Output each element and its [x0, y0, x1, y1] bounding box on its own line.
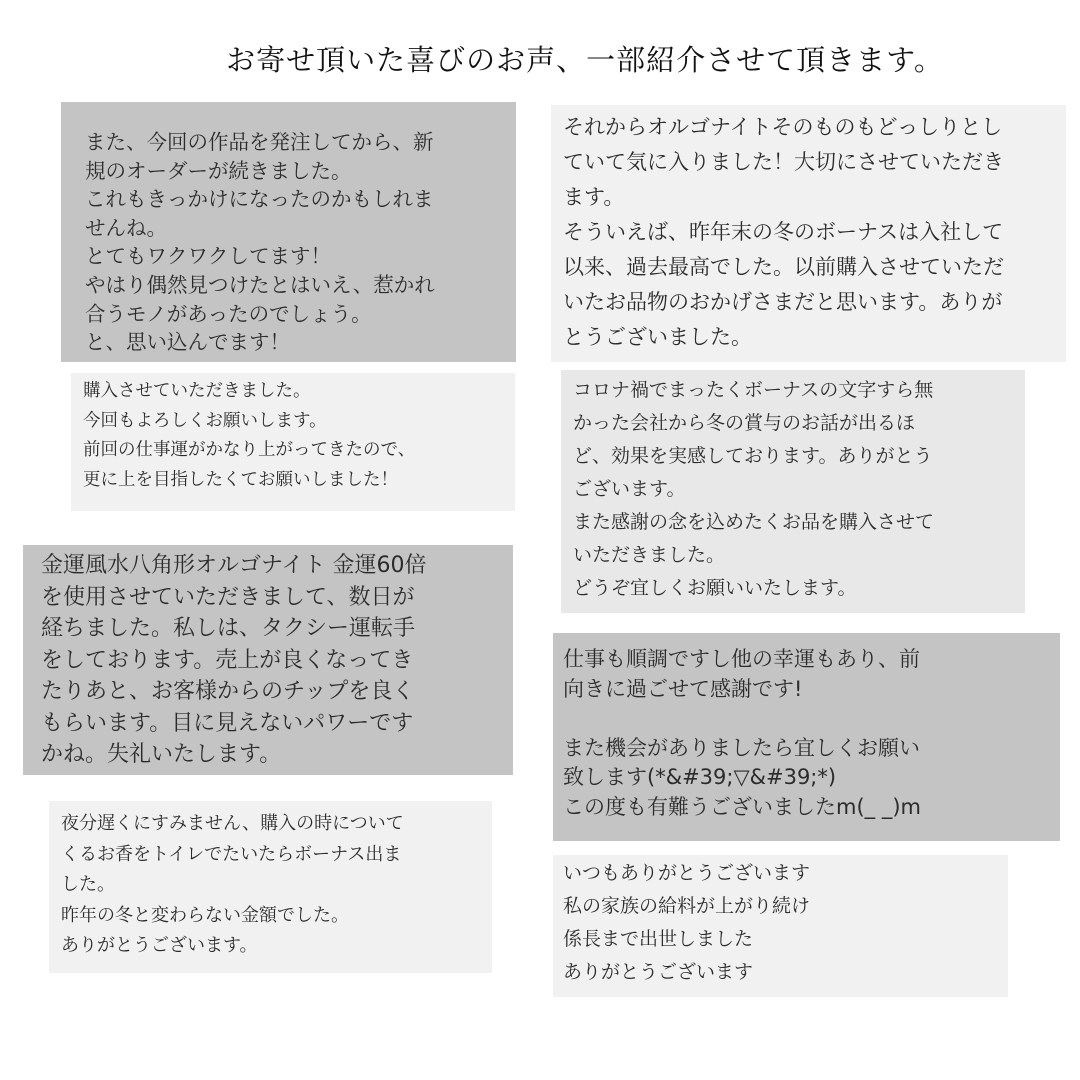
testimonial-text: コロナ禍でまったくボーナスの文字すら無 かった会社から冬の賞与のお話が出るほ ど、効果を実感しております。ありがとう ございます。 また感謝の念を込めたくお品を購入させて いただきました。 どうぞ宜しくお願いいたします。	[573, 379, 935, 599]
testimonial-card-work-luck	[71, 373, 515, 511]
testimonial-text: 仕事も順調ですし他の幸運もあり、前 向きに過ごせて感謝です! また機会がありましたら宜しくお願い 致します(*&#39;▽&#39;*) この度も有難うございましたm(_ _)m	[563, 647, 921, 819]
testimonial-text: また、今回の作品を発注してから、新 規のオーダーが続きました。 これもきっかけになったのかもしれま せんね。 とてもワクワクしてます！ やはり偶然見つけたとはいえ、惹かれ 合うモノがあったのでしょう。 と、思い込んでます！	[85, 130, 435, 355]
testimonial-text: 夜分遅くにすみません、購入の時について くるお香をトイレでたいたらボーナス出ま した。 昨年の冬と変わらない金額でした。 ありがとうございます。	[61, 813, 404, 956]
testimonial-card-new-orders	[61, 102, 516, 362]
testimonial-text: 購入させていただきました。 今回もよろしくお願いします。 前回の仕事運がかなり上がってきたので、 更に上を目指したくてお願いしました！	[83, 381, 416, 490]
testimonial-card-taxi-driver	[23, 545, 513, 775]
testimonial-text: 金運風水八角形オルゴナイト 金運60倍 を使用させていただきまして、数日が 経ちました。私しは、タクシー運転手 をしております。売上が良くなってき たりあと、お客様からのチップを良く もらいます。目に見えないパワーです かね。失礼いたします。	[41, 553, 427, 767]
testimonial-text: それからオルゴナイトそのものもどっしりとし ていて気に入りました！大切にさせていただき ます。 そういえば、昨年末の冬のボーナスは入社して 以来、過去最高でした。以前購入させていただ いたお品物のおかげさまだと思います。ありが とうございました。	[563, 115, 1004, 349]
testimonial-card-winter-bonus	[551, 105, 1066, 362]
testimonial-card-incense	[49, 801, 492, 973]
testimonial-card-good-fortune	[553, 633, 1060, 841]
page-title: お寄せ頂いた喜びのお声、一部紹介させて頂きます。	[226, 43, 944, 77]
testimonial-card-promotion	[553, 855, 1008, 997]
testimonial-card-covid-bonus	[561, 370, 1025, 613]
testimonial-text: いつもありがとうございます 私の家族の給料が上がり続け 係長まで出世しました ありがとうございます	[563, 862, 811, 983]
